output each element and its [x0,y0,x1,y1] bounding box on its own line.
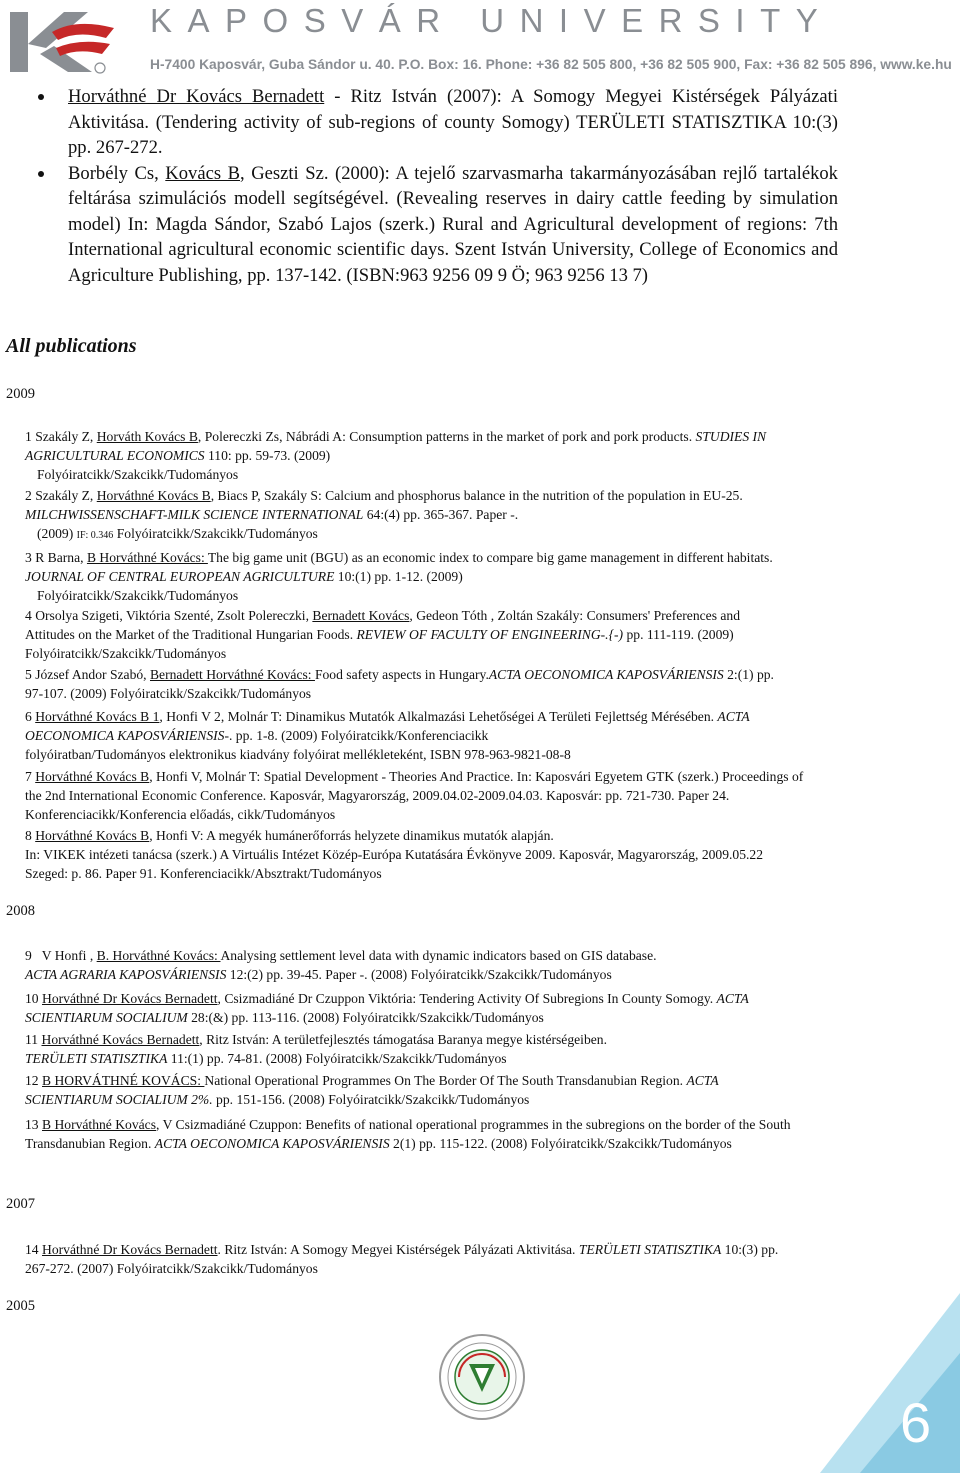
year-label: 2009 [6,386,35,402]
author-link[interactable]: Horváth Kovács B [96,429,198,444]
author-link[interactable]: Horváthné Kovács B [35,828,150,843]
author-link[interactable]: Horváthné Kovács B [35,769,150,784]
university-name: KAPOSVÁR UNIVERSITY [150,2,834,39]
bullet-icon [38,171,44,177]
all-publications-heading: All publications [6,335,137,357]
author-link[interactable]: Kovács B [165,162,241,184]
author-link[interactable]: Bernadett Horváthné Kovács: [149,667,315,682]
bullet-icon [38,94,44,100]
page-number: 6 [900,1391,932,1454]
publication-item: 2 Szakály Z, Horváthné Kovács B, Biacs P, Szakály S: Calcium and phosphorus balance in the nutrition of the population in EU-25. MILCHWISSENSCHAFT-MILK SCIENCE INTERNATIONAL 64:(4) pp. 365-367. Paper -. (2009) IF: 0.346 Folyóiratcikk/Szakcikk/Tudományos [25,488,743,541]
letterhead [0,0,960,80]
author-link[interactable]: Bernadett Kovács [312,608,410,623]
publication-item: 1 Szakály Z, Horváth Kovács B, Polereczki Zs, Nábrádi A: Consumption patterns in the market of pork and pork products. STUDIES IN AGRICULTURAL ECONOMICS 110: pp. 59-73. (2009) Folyóiratcikk/Szakcikk/Tudományos [25,429,767,482]
year-label: 2008 [6,903,35,919]
author-link[interactable]: B Horváthné Kovács [42,1117,157,1132]
author-link[interactable]: Horváthné Kovács B 1 [35,709,160,724]
publication-item: 5 József Andor Szabó, Bernadett Horváthné Kovács: Food safety aspects in Hungary.ACTA OECONOMICA KAPOSVÁRIENSIS 2:(1) pp. 97-107. (2009) Folyóiratcikk/Szakcikk/Tudományos [25,667,774,701]
university-address: H-7400 Kaposvár, Guba Sándor u. 40. P.O. Box: 16. Phone: +36 82 505 800, +36 82 505 900, Fax: +36 82 505 896, www.ke.hu [150,57,952,72]
publication-item: 3 R Barna, B Horváthné Kovács: The big game unit (BGU) as an economic index to compare big game management in different habitats. JOURNAL OF CENTRAL EUROPEAN AGRICULTURE 10:(1) pp. 1-12. (2009) Folyóiratcikk/Szakcikk/Tudományos [25,550,773,603]
publication-item: 6 Horváthné Kovács B 1, Honfi V 2, Molnár T: Dinamikus Mutatók Alkalmazási Lehetőségei A Területi Fejlettség Mérésében. ACTA OECONOMICA KAPOSVÁRIENSIS-. pp. 1-8. (2009) Folyóiratcikk/Konferenciacikk folyóiratban/Tudományos elektronikus kiadvány folyóirat mellékleteként, ISBN 978-963-9821-08-8 [25,709,750,762]
author-link[interactable]: Horváthné Dr Kovács Bernadett [42,1242,218,1257]
author-link[interactable]: B HORVÁTHNÉ KOVÁCS: [42,1073,205,1088]
author-link[interactable]: B. Horváthné Kovács: [96,948,221,963]
quality-certification-seal-icon [437,1332,527,1422]
author-link[interactable]: Horváthné Dr Kovács Bernadett [42,991,218,1006]
publication-item: 13 B Horváthné Kovács, V Csizmadiáné Czuppon: Benefits of national operational programmes in the subregions on the border of the South Transdanubian Region. ACTA OECONOMICA KAPOSVÁRIENSIS 2(1) pp. 115-122. (2008) Folyóiratcikk/Szakcikk/Tudományos [25,1117,791,1151]
publication-item: 11 Horváthné Kovács Bernadett, Ritz István: A területfejlesztés támogatása Baranya megye kistérségeiben. TERÜLETI STATISZTIKA 11:(1) pp. 74-81. (2008) Folyóiratcikk/Szakcikk/Tudományos [25,1032,607,1066]
ke-logo-icon [6,4,121,79]
decorative-corner-shape [820,1293,960,1473]
impact-factor: IF: 0.346 [76,530,114,541]
year-label: 2005 [6,1298,35,1314]
author-link[interactable]: Horváthné Kovács B [96,488,211,503]
year-label: 2007 [6,1196,35,1212]
publication-item: 10 Horváthné Dr Kovács Bernadett, Csizmadiáné Dr Czuppon Viktória: Tendering Activity Of Subregions In County Somogy. ACTA SCIENTIARUM SOCIALIUM 28:(&) pp. 113-116. (2008) Folyóiratcikk/Szakcikk/Tudományos [25,991,749,1025]
publication-item: 14 Horváthné Dr Kovács Bernadett. Ritz István: A Somogy Megyei Kistérségek Pályázati Aktivitása. TERÜLETI STATISZTIKA 10:(3) pp. 267-272. (2007) Folyóiratcikk/Szakcikk/Tudományos [25,1242,779,1276]
list-item: Horváthné Dr Kovács Bernadett - Ritz István (2007): A Somogy Megyei Kistérségek Pályázati Aktivitása. (Tendering activity of sub-regions of county Somogy) TERÜLETI STATISZTIKA 10:(3) pp. 267-272. [38,84,838,161]
publication-item: 9 V Honfi , B. Horváthné Kovács: Analysing settlement level data with dynamic indicators based on GIS database. ACTA AGRARIA KAPOSVÁRIENSIS 12:(2) pp. 39-45. Paper -. (2008) Folyóiratcikk/Szakcikk/Tudományos [25,948,657,982]
publication-item: 7 Horváthné Kovács B, Honfi V, Molnár T: Spatial Development - Theories And Practice. In: Kaposvári Egyetem GTK (szerk.) Proceedings of the 2nd International Economic Conference. Kaposvár, Magyarország, 2009.04.02-2009.04.03. Kaposvár: pp. 721-730. Paper 24. Konferenciacikk/Konferencia előadás, cikk/Tudományos [25,769,804,822]
publication-item: 4 Orsolya Szigeti, Viktória Szenté, Zsolt Polereczki, Bernadett Kovács, Gedeon Tóth , Zoltán Szakály: Consumers' Preferences and Attitudes on the Market of the Traditional Hungarian Foods. REVIEW OF FACULTY OF ENGINEERING-.{-) pp. 111-119. (2009) Folyóiratcikk/Szakcikk/Tudományos [25,608,741,661]
author-link[interactable]: Horváthné Kovács Bernadett [41,1032,200,1047]
author-link[interactable]: Horváthné Dr Kovács Bernadett [68,86,325,107]
publication-item: 8 Horváthné Kovács B, Honfi V: A megyék humánerőforrás helyzete dinamikus mutatók alapján. In: VIKEK intézeti tanácsa (szerk.) A Virtuális Intézet Közép-Európa Kutatására Évkönyve 2009. Kaposvár, Magyarország, 2009.05.22 Szeged: p. 86. Paper 91. Konferenciacikk/Absztrakt/Tudományos [25,828,764,881]
author-link[interactable]: B Horváthné Kovács: [86,550,208,565]
publication-item: 12 B HORVÁTHNÉ KOVÁCS: National Operational Programmes On The Border Of The South Transdanubian Region. ACTA SCIENTIARUM SOCIALIUM 2%. pp. 151-156. (2008) Folyóiratcikk/Szakcikk/Tudományos [25,1073,719,1107]
list-item: Borbély Cs, Kovács B, Geszti Sz. (2000): A tejelő szarvasmarha takarmányozásában rejlő tartalékok feltárása szimulációs modell segítségével. (Revealing reserves in dairy cattle feeding by simulation model) In: Magda Sándor, Szabó Lajos (szerk.) Rural and Agricultural development of regions: 7th International agricultural economic scientific days. Szent István University, College of Economics and Agriculture Publishing, pp. 137-142. (ISBN:963 9256 09 9 Ö; 963 9256 13 7) [38,161,838,289]
bullet-list [38,84,838,288]
